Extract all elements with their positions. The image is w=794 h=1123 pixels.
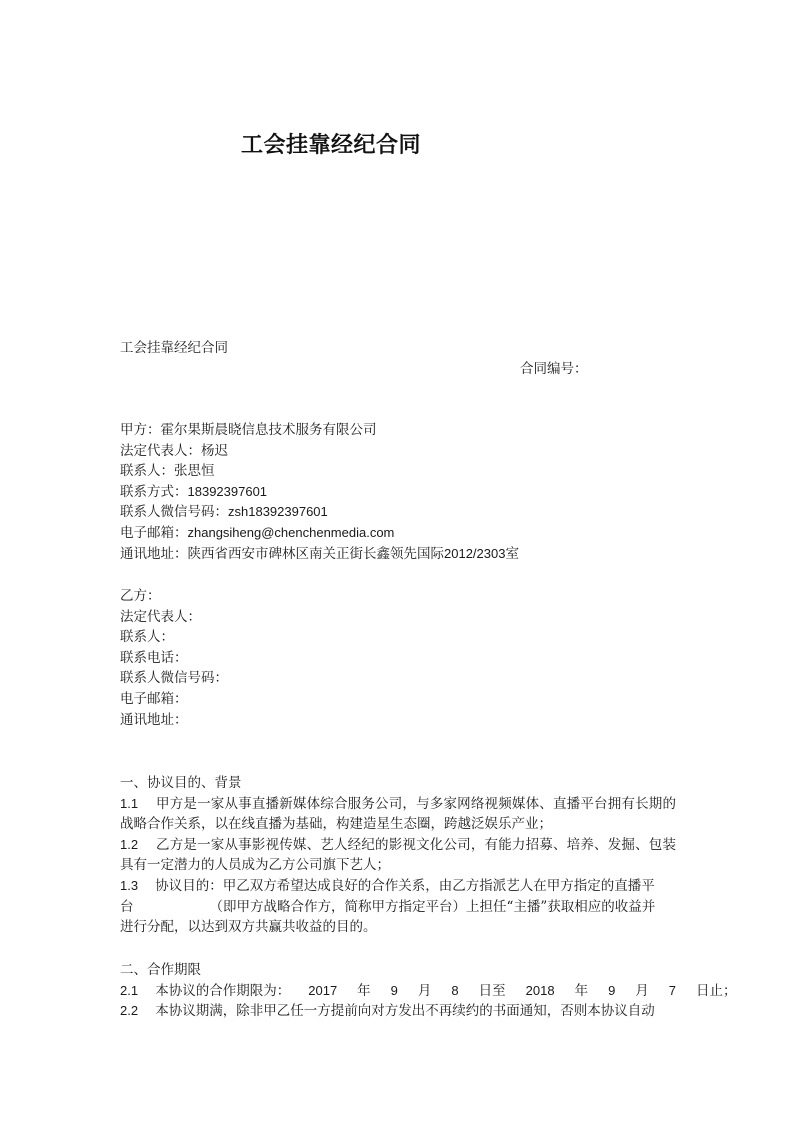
section-1 [120,773,676,938]
contract-number-label: 合同编号： [520,361,588,377]
party-a-address-label: 通讯地址：陕西省西安市碑林区南关正街长鑫领先国际 [120,545,444,562]
term-prefix: 本协议的合作期限为： [155,982,291,999]
unit-month: 月 [417,982,432,999]
page-title: 工会挂靠经纪合同 [241,132,422,158]
item-number: 2.2 [120,1003,139,1019]
party-a-phone-value: 18392397601 [187,483,268,499]
section-1-item-1 [120,794,676,835]
start-year: 2017 [308,982,338,998]
sub-title [120,338,676,359]
item-3-line-1 [120,876,676,897]
unit-year: 年 [574,982,589,999]
item-number: 2.1 [120,982,139,998]
item-number: 1.2 [120,836,139,852]
party-b-phone: 联系电话： [120,649,188,666]
party-b-contact: 联系人： [120,629,174,646]
party-b-address: 通讯地址： [120,711,188,728]
party-a-phone-label: 联系方式： [120,483,188,500]
party-b-name: 乙方： [120,588,161,604]
item-number: 1.3 [120,877,139,893]
party-a-block [120,420,676,564]
end-month: 9 [608,982,616,998]
item-text: 甲方是一家从事直播新媒体综合服务公司，与多家网络视频媒体、直播平台拥有长期的战略合作关系，以在线直播为基础，构建造星生态圈，跨越泛娱乐产业； [120,795,676,833]
unit-year: 年 [357,982,371,999]
party-a-wechat-label: 联系人微信号码： [120,504,228,521]
unit-day-to: 日止； [696,982,737,999]
section-1-item-3 [120,876,676,938]
party-b-wechat: 联系人微信号码： [120,670,228,687]
unit-day-from: 日至 [478,982,506,999]
item-text: （即甲方战略合作方，简称甲方指定平台）上担任“主播”获取相应的收益并 [209,898,656,915]
item-number: 1.1 [120,795,139,811]
party-b-legal-rep: 法定代表人： [120,608,201,625]
item-text: 台 [120,898,134,915]
party-a-address-number: 2012/2303 [444,545,506,561]
party-a-address [120,544,676,565]
section-2-item-2 [120,1001,676,1022]
party-b-email: 电子邮箱： [120,690,188,707]
unit-month: 月 [635,982,649,999]
sub-title-text: 工会挂靠经纪合同 [120,340,228,356]
item-text: 本协议期满，除非甲乙任一方提前向对方发出不再续约的书面通知，否则本协议自动 [155,1003,655,1020]
party-a-wechat-value: zsh18392397601 [228,504,328,520]
party-a-contact: 联系人：张思恒 [120,463,215,480]
section-2 [120,960,737,1022]
start-month: 9 [390,982,398,998]
item-text: 乙方是一家从事影视传媒、艺人经纪的影视文化公司，有能力招募、培养、发掘、包装具有一定潜力的人员成为乙方公司旗下艺人； [120,836,676,874]
party-a-name: 甲方：霍尔果斯晨晓信息技术服务有限公司 [120,422,377,438]
section-2-heading: 二、合作期限 [120,962,201,978]
item-3-line-3: 进行分配，以达到双方共赢共收益的目的。 [120,919,377,936]
party-a-legal-rep: 法定代表人：杨迟 [120,442,228,459]
party-a-email-value: zhangsiheng@chenchenmedia.com [187,524,395,540]
section-2-item-1 [120,981,737,1002]
item-text: 协议目的：甲乙双方希望达成良好的合作关系，由乙方指派艺人在甲方指定的直播平 [155,877,655,894]
item-3-line-2 [120,897,676,918]
party-b-block [120,586,676,730]
party-a-email [120,523,676,544]
section-1-heading: 一、协议目的、背景 [120,775,242,791]
party-a-email-label: 电子邮箱： [120,524,188,541]
party-a-phone [120,482,676,503]
party-a-wechat [120,502,676,523]
start-day: 8 [451,982,459,998]
end-day: 7 [668,982,677,998]
section-1-item-2 [120,835,676,876]
end-year: 2018 [525,982,555,998]
party-a-address-suffix: 室 [505,545,519,562]
